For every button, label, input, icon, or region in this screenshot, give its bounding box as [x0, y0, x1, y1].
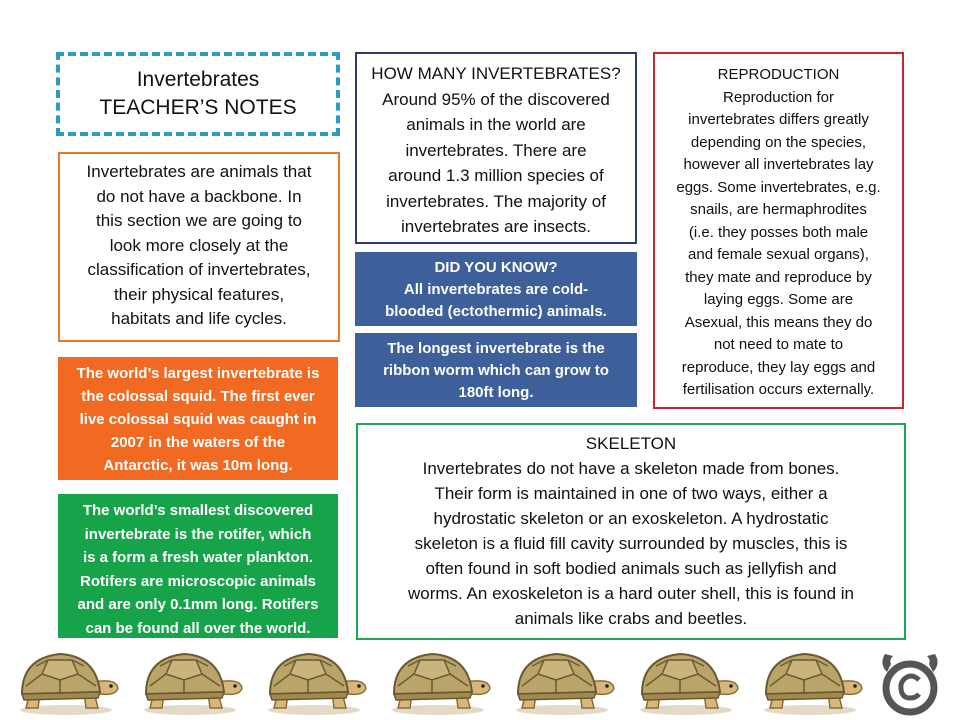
- reproduction-line: fertilisation occurs externally.: [682, 381, 875, 398]
- tortoise-icon: [756, 648, 868, 718]
- copyright-moose-logo-icon: [875, 650, 945, 716]
- reproduction-line: not need to mate to: [713, 336, 844, 353]
- page-subtitle: TEACHER’S NOTES: [99, 96, 297, 119]
- reproduction-line: they mate and reproduce by: [685, 268, 872, 286]
- how-many-line: invertebrates. There are: [405, 140, 587, 160]
- intro-line: Invertebrates are animals that: [86, 162, 312, 181]
- smallest-line: invertebrate is the rotifer, which: [84, 525, 312, 543]
- tortoise-icon: [260, 648, 372, 718]
- skeleton-line: worms. An exoskeleton is a hard outer shell, this is found in: [407, 584, 854, 603]
- did-you-know-heading: DID YOU KNOW?: [434, 259, 558, 276]
- skeleton-heading: SKELETON: [585, 434, 677, 453]
- did-you-know-box: [355, 252, 637, 326]
- how-many-line: invertebrates. The majority of: [386, 191, 606, 211]
- reproduction-box: [653, 52, 904, 409]
- reproduction-line: Reproduction for: [723, 88, 834, 106]
- did-you-know-line: blooded (ectothermic) animals.: [385, 303, 607, 320]
- reproduction-line: and female sexual organs),: [688, 246, 869, 263]
- title-box: [56, 52, 340, 136]
- tortoise-border: [0, 644, 960, 720]
- smallest-line: can be found all over the world.: [85, 619, 311, 637]
- tortoise-icon: [12, 648, 124, 718]
- reproduction-line: snails, are hermaphrodites: [690, 201, 867, 218]
- page-title: Invertebrates: [136, 68, 260, 91]
- reproduction-line: laying eggs. Some are: [703, 291, 854, 308]
- reproduction-line: depending on the species,: [690, 133, 867, 151]
- tortoise-icon: [632, 648, 744, 718]
- largest-line: live colossal squid was caught in: [79, 411, 317, 428]
- intro-line: look more closely at the: [109, 235, 289, 255]
- largest-line: The world’s largest invertebrate is: [76, 365, 320, 382]
- longest-line: The longest invertebrate is the: [387, 340, 605, 357]
- smallest-line: is a form a fresh water plankton.: [82, 549, 314, 566]
- reproduction-line: however all invertebrates lay: [683, 156, 874, 173]
- reproduction-line: eggs. Some invertebrates, e.g.: [676, 178, 881, 196]
- did-you-know-line: All invertebrates are cold-: [403, 281, 589, 298]
- intro-line: this section we are going to: [95, 211, 302, 230]
- how-many-box: [355, 52, 637, 244]
- reproduction-line: (i.e. they posses both male: [688, 223, 869, 241]
- how-many-heading: HOW MANY INVERTEBRATES?: [371, 64, 621, 83]
- longest-line: ribbon worm which can grow to: [383, 362, 609, 379]
- skeleton-line: Their form is maintained in one of two ways, either a: [434, 484, 828, 503]
- intro-line: do not have a backbone. In: [96, 186, 302, 206]
- skeleton-line: hydrostatic skeleton or an exoskeleton. A hydrostatic: [433, 509, 829, 528]
- tortoise-icon: [136, 648, 248, 718]
- how-many-line: animals in the world are: [406, 115, 586, 134]
- skeleton-line: skeleton is a fluid fill cavity surrounded by muscles, this is: [414, 534, 848, 553]
- tortoise-icon: [384, 648, 496, 718]
- tortoise-icon: [508, 648, 620, 718]
- how-many-line: Around 95% of the discovered: [382, 89, 610, 109]
- longest-line: 180ft long.: [458, 384, 534, 401]
- smallest-line: and are only 0.1mm long. Rotifers: [77, 596, 319, 613]
- reproduction-heading: REPRODUCTION: [717, 66, 840, 83]
- smallest-line: The world’s smallest discovered: [82, 502, 314, 519]
- smallest-invertebrate-box: [58, 494, 338, 638]
- skeleton-line: animals like crabs and beetles.: [514, 609, 748, 628]
- reproduction-line: Asexual, this means they do: [684, 313, 873, 331]
- largest-line: Antarctic, it was 10m long.: [103, 457, 293, 474]
- smallest-line: Rotifers are microscopic animals: [80, 572, 316, 590]
- intro-line: habitats and life cycles.: [111, 309, 287, 328]
- intro-line: their physical features,: [113, 284, 285, 304]
- how-many-line: around 1.3 million species of: [388, 166, 604, 185]
- intro-line: classification of invertebrates,: [87, 260, 311, 279]
- how-many-line: invertebrates are insects.: [401, 217, 591, 236]
- reproduction-line: reproduce, they lay eggs and: [681, 358, 876, 376]
- skeleton-line: often found in soft bodied animals such as jellyfish and: [425, 559, 837, 578]
- reproduction-line: invertebrates differs greatly: [688, 111, 869, 128]
- largest-line: 2007 in the waters of the: [110, 434, 286, 451]
- longest-invertebrate-box: [355, 333, 637, 407]
- intro-box: [58, 152, 340, 342]
- largest-line: the colossal squid. The first ever: [81, 388, 315, 405]
- skeleton-box: [356, 423, 906, 640]
- largest-invertebrate-box: [58, 357, 338, 480]
- skeleton-line: Invertebrates do not have a skeleton made from bones.: [422, 459, 840, 478]
